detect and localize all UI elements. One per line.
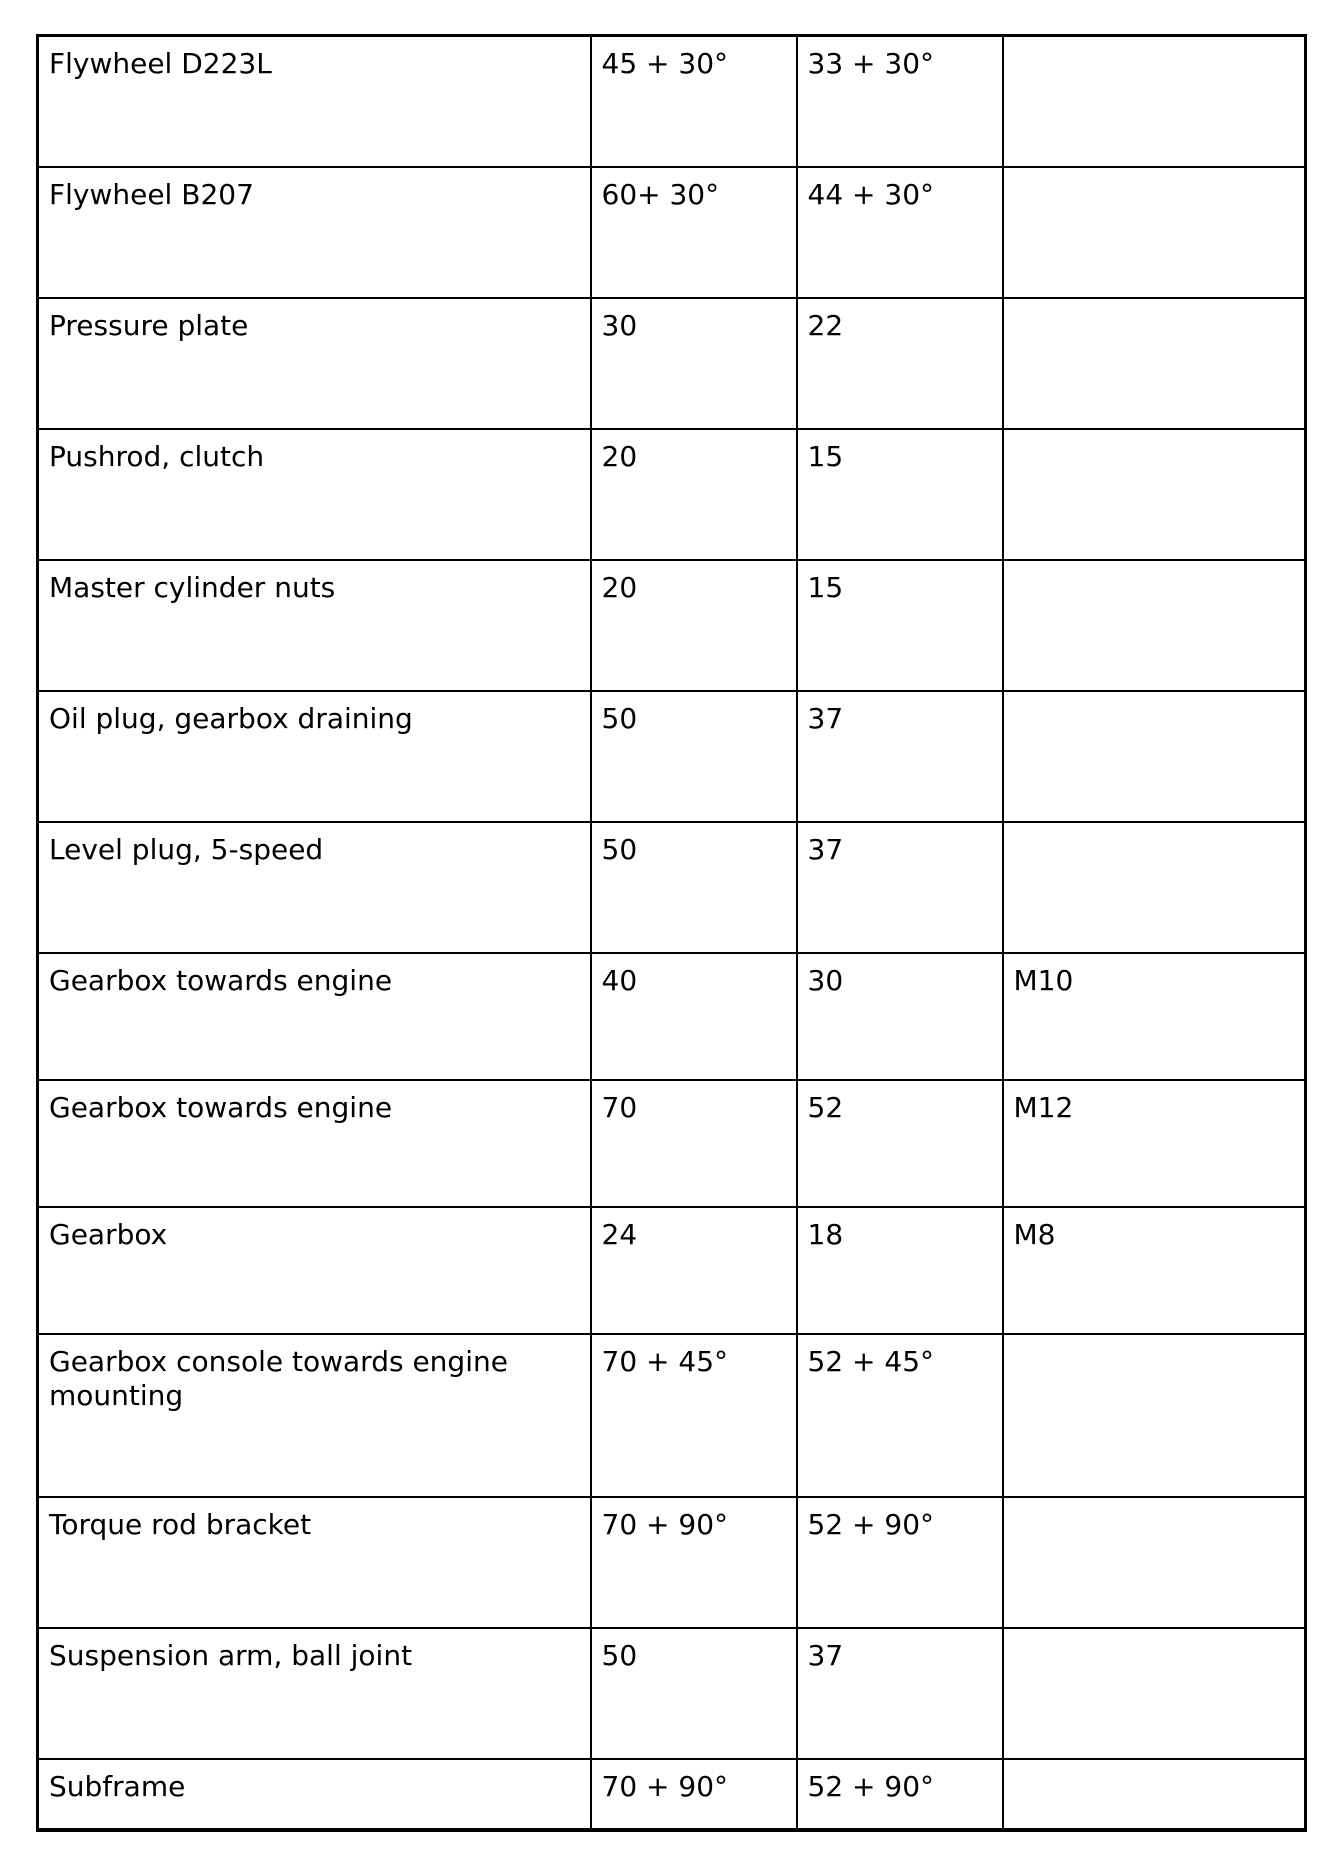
component-cell: Gearbox [38, 1207, 591, 1334]
component-cell: Flywheel B207 [38, 167, 591, 298]
table-row [38, 36, 1306, 167]
note-cell: M8 [1003, 1207, 1306, 1334]
component-cell: Master cylinder nuts [38, 560, 591, 691]
component-cell: Gearbox towards engine [38, 953, 591, 1080]
table-row [38, 1497, 1306, 1628]
table-row [38, 822, 1306, 953]
torque-nm-cell: 70 + 90° [591, 1497, 797, 1628]
torque-lbft-cell: 52 + 90° [797, 1497, 1003, 1628]
torque-spec-table [36, 34, 1307, 1832]
torque-lbft-cell: 52 + 90° [797, 1759, 1003, 1830]
table-row [38, 1628, 1306, 1759]
torque-lbft-cell: 33 + 30° [797, 36, 1003, 167]
note-cell [1003, 1497, 1306, 1628]
torque-lbft-cell: 15 [797, 560, 1003, 691]
table-row [38, 560, 1306, 691]
component-cell: Level plug, 5-speed [38, 822, 591, 953]
torque-lbft-cell: 22 [797, 298, 1003, 429]
table-row [38, 167, 1306, 298]
table-row [38, 691, 1306, 822]
torque-nm-cell: 30 [591, 298, 797, 429]
torque-nm-cell: 70 [591, 1080, 797, 1207]
torque-nm-cell: 50 [591, 822, 797, 953]
component-cell: Pushrod, clutch [38, 429, 591, 560]
note-cell [1003, 298, 1306, 429]
torque-nm-cell: 20 [591, 429, 797, 560]
note-cell [1003, 822, 1306, 953]
component-cell: Gearbox console towards engine mounting [38, 1334, 591, 1497]
torque-table-body [38, 36, 1306, 1830]
torque-lbft-cell: 37 [797, 822, 1003, 953]
note-cell [1003, 691, 1306, 822]
note-cell: M10 [1003, 953, 1306, 1080]
table-row [38, 1759, 1306, 1830]
torque-lbft-cell: 52 + 45° [797, 1334, 1003, 1497]
torque-lbft-cell: 37 [797, 691, 1003, 822]
torque-nm-cell: 50 [591, 1628, 797, 1759]
torque-nm-cell: 20 [591, 560, 797, 691]
component-cell: Subframe [38, 1759, 591, 1830]
component-cell: Oil plug, gearbox draining [38, 691, 591, 822]
torque-nm-cell: 24 [591, 1207, 797, 1334]
torque-nm-cell: 40 [591, 953, 797, 1080]
note-cell [1003, 1759, 1306, 1830]
table-row [38, 1080, 1306, 1207]
torque-nm-cell: 50 [591, 691, 797, 822]
component-cell: Torque rod bracket [38, 1497, 591, 1628]
table-row [38, 1207, 1306, 1334]
torque-lbft-cell: 44 + 30° [797, 167, 1003, 298]
component-cell: Gearbox towards engine [38, 1080, 591, 1207]
torque-lbft-cell: 37 [797, 1628, 1003, 1759]
table-row [38, 953, 1306, 1080]
component-cell: Suspension arm, ball joint [38, 1628, 591, 1759]
torque-nm-cell: 70 + 45° [591, 1334, 797, 1497]
table-row [38, 298, 1306, 429]
component-cell: Pressure plate [38, 298, 591, 429]
torque-lbft-cell: 30 [797, 953, 1003, 1080]
table-row [38, 1334, 1306, 1497]
component-cell: Flywheel D223L [38, 36, 591, 167]
table-row [38, 429, 1306, 560]
note-cell [1003, 560, 1306, 691]
torque-lbft-cell: 52 [797, 1080, 1003, 1207]
note-cell [1003, 167, 1306, 298]
note-cell [1003, 36, 1306, 167]
torque-nm-cell: 60+ 30° [591, 167, 797, 298]
note-cell [1003, 429, 1306, 560]
torque-lbft-cell: 18 [797, 1207, 1003, 1334]
note-cell [1003, 1334, 1306, 1497]
torque-nm-cell: 45 + 30° [591, 36, 797, 167]
note-cell [1003, 1628, 1306, 1759]
torque-lbft-cell: 15 [797, 429, 1003, 560]
torque-nm-cell: 70 + 90° [591, 1759, 797, 1830]
note-cell: M12 [1003, 1080, 1306, 1207]
